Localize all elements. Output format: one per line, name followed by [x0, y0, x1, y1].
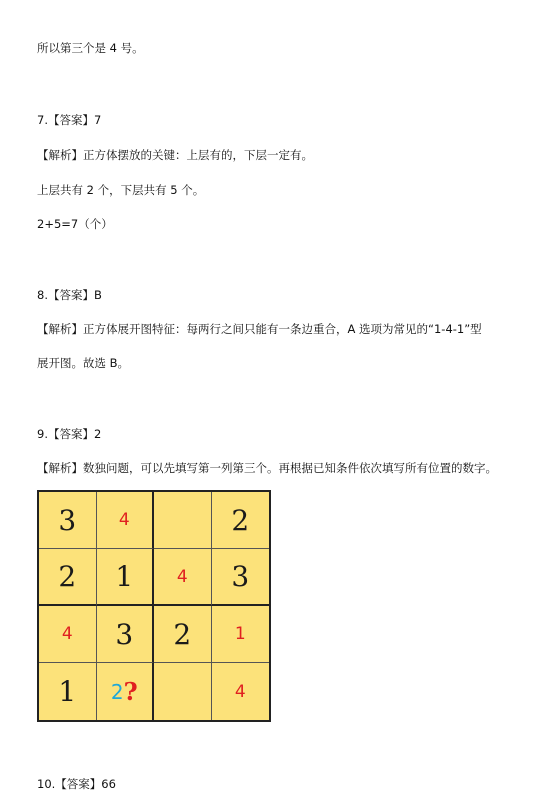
sudoku-filled-digit: 4	[176, 566, 188, 587]
sudoku-cell	[212, 606, 270, 663]
sudoku-filled-digit: 2	[110, 679, 124, 704]
sudoku-cell	[39, 606, 97, 663]
q8-explanation-line2: 展开图。故选 B。	[37, 356, 130, 370]
sudoku-cell	[39, 492, 97, 549]
sudoku-grid	[37, 490, 271, 722]
sudoku-cell	[39, 663, 97, 720]
sudoku-given-digit: 2	[173, 617, 192, 651]
sudoku-given-digit: 3	[115, 617, 134, 651]
sudoku-given-digit: 2	[231, 503, 250, 537]
q7-explanation: 【解析】正方体摆放的关键：上层有的，下层一定有。	[37, 148, 313, 162]
sudoku-cell	[39, 549, 97, 606]
sudoku-filled-digit: 1	[234, 624, 246, 644]
q9-explanation: 【解析】数独问题，可以先填写第一列第三个。再根据已知条件依次填写所有位置的数字。	[37, 461, 497, 475]
sudoku-filled-digit: 4	[61, 624, 73, 644]
sudoku-cell	[97, 663, 155, 720]
q7-explanation-line2: 上层共有 2 个，下层共有 5 个。	[37, 183, 205, 197]
q7-answer-heading: 7.【答案】7	[37, 113, 102, 127]
sudoku-cell	[212, 549, 270, 606]
sudoku-cell	[97, 492, 155, 549]
question-mark: ?	[123, 677, 138, 706]
sudoku-cell	[154, 549, 212, 606]
sudoku-given-digit: 3	[58, 503, 77, 537]
sudoku-cell	[97, 606, 155, 663]
sudoku-cell	[212, 663, 270, 720]
q10-answer-heading: 10.【答案】66	[37, 777, 116, 791]
sudoku-given-digit: 2	[58, 560, 77, 593]
sudoku-cell	[212, 492, 270, 549]
q8-explanation: 【解析】正方体展开图特征：每两行之间只能有一条边重合，A 选项为常见的“1-4-1”型	[37, 322, 482, 336]
sudoku-filled-digit: 4	[234, 681, 246, 702]
sudoku-cell	[97, 549, 155, 606]
sudoku-cell	[154, 663, 212, 720]
text-line: 所以第三个是 4 号。	[37, 41, 144, 55]
sudoku-cell	[154, 606, 212, 663]
sudoku-given-digit: 3	[231, 560, 250, 593]
sudoku-filled-digit: 4	[118, 510, 130, 530]
q7-explanation-line3: 2+5=7（个）	[37, 217, 113, 231]
q9-answer-heading: 9.【答案】2	[37, 427, 102, 441]
sudoku-given-digit: 1	[115, 560, 134, 593]
sudoku-given-digit: 1	[58, 675, 77, 708]
q8-answer-heading: 8.【答案】B	[37, 288, 102, 302]
sudoku-cell	[154, 492, 212, 549]
